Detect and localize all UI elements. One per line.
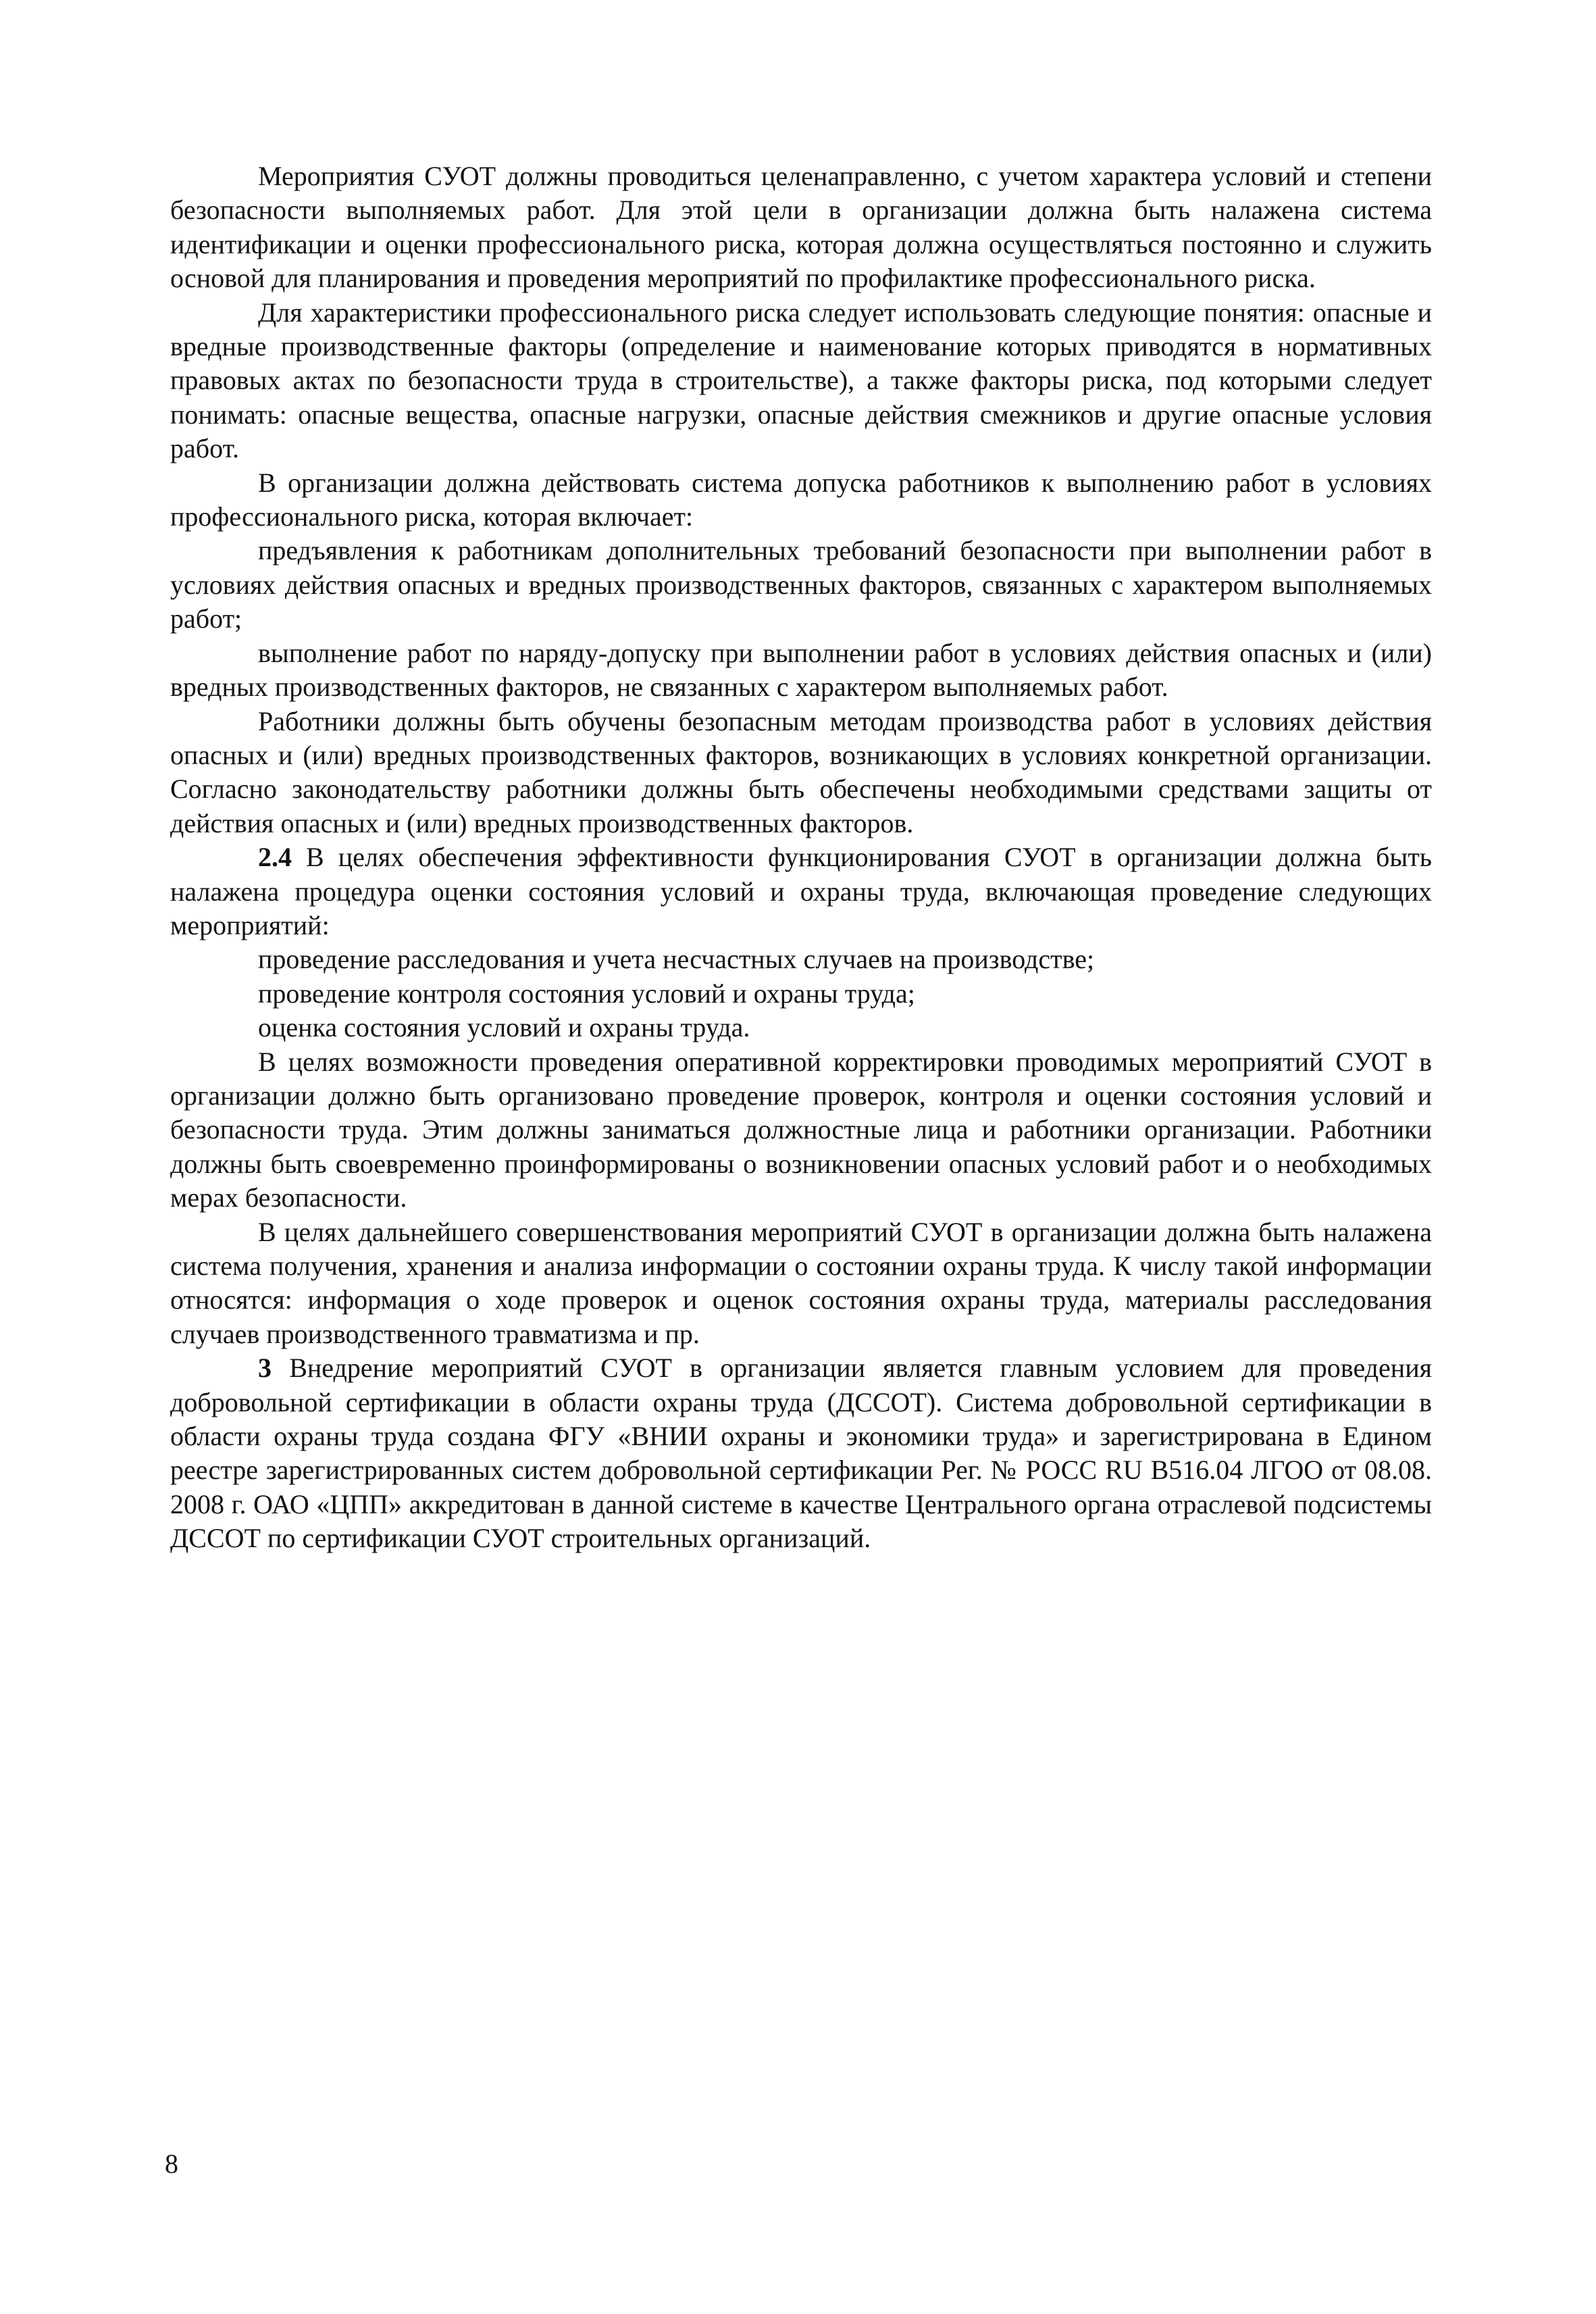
list-item-additional-requirements: предъявления к работникам дополнительных требований безопасности при выполнении работ в условиях действия опасных и вредных производственных факторов, связанных с характером выполняемых работ; bbox=[170, 535, 1432, 634]
section-text: В целях обеспечения эффективности функционирования СУОТ в организации должна быть налажена процедура оценки состояния условий и охраны труда, включающая проведение следующих мероприятий: bbox=[170, 842, 1432, 940]
list-item-condition-control: проведение контроля состояния условий и охраны труда; bbox=[258, 978, 915, 1009]
section-text: Внедрение мероприятий СУОТ в организации является главным условием для проведения добровольной сертификации в области охраны труда (ДССОТ). Система добровольной сертификации в области охраны труда создана ФГУ «ВНИИ охраны и экономики труда» и зарегистрирована в Едином реестре зарегистрированных систем добровольной сертификации Рег. № РОСС RU B516.04 ЛГОО от 08.08. 2008 г. ОАО «ЦПП» аккредитован в данной системе в качестве Центрального органа отраслевой подсистемы ДССОТ по сертификации СУОТ строительных организаций. bbox=[170, 1353, 1432, 1554]
page-number: 8 bbox=[165, 2148, 178, 2179]
list-item-work-permit: выполнение работ по наряду-допуску при выполнении работ в условиях действия опасных и (или) вредных производственных факторов, не связанных с характером выполняемых работ. bbox=[170, 637, 1432, 703]
list-item-accident-investigation: проведение расследования и учета несчастных случаев на производстве; bbox=[258, 944, 1095, 975]
section-number: 3 bbox=[258, 1353, 272, 1384]
paragraph-information-system: В целях дальнейшего совершенствования мероприятий СУОТ в организации должна быть налажена система получения, хранения и анализа информации о состоянии охраны труда. К числу такой информации относятся: информация о ходе проверок и оценок состояния охраны труда, материалы расследования случаев производственного травматизма и пр. bbox=[170, 1216, 1432, 1349]
paragraph-section-3 bbox=[170, 1351, 1432, 1555]
section-number: 2.4 bbox=[258, 842, 292, 873]
paragraph-risk-identification: Мероприятия СУОТ должны проводиться целенаправленно, с учетом характера условий и степени безопасности выполняемых работ. Для этой цели в организации должна быть налажена система идентификации и оценки профессионального риска, которая должна осуществляться постоянно и служить основой для планирования и проведения мероприятий по профилактике профессионального риска. bbox=[170, 161, 1432, 294]
paragraph-risk-concepts: Для характеристики профессионального риска следует использовать следующие понятия: опасные и вредные производственные факторы (определение и наименование которых приводятся в нормативных правовых актах по безопасности труда в строительстве), а также факторы риска, под которыми следует понимать: опасные вещества, опасные нагрузки, опасные действия смежников и другие опасные условия работ. bbox=[170, 297, 1432, 464]
paragraph-worker-training: Работники должны быть обучены безопасным методам производства работ в условиях действия опасных и (или) вредных производственных факторов, возникающих в условиях конкретной организации. Согласно законодательству работники должны быть обеспечены необходимыми средствами защиты от действия опасных и (или) вредных производственных факторов. bbox=[170, 705, 1432, 838]
paragraph-section-2-4 bbox=[170, 840, 1432, 942]
list-item-condition-assessment: оценка состояния условий и охраны труда. bbox=[258, 1012, 750, 1043]
paragraph-operational-correction: В целях возможности проведения оперативной корректировки проводимых мероприятий СУОТ в организации должно быть организовано проведение проверок, контроля и оценки состояния условий и безопасности труда. Этим должны заниматься должностные лица и работники организации. Работники должны быть своевременно проинформированы о возникновении опасных условий работ и о необходимых мерах безопасности. bbox=[170, 1046, 1432, 1213]
paragraph-admission-system: В организации должна действовать система допуска работников к выполнению работ в условиях профессионального риска, которая включает: bbox=[170, 467, 1432, 532]
document-body bbox=[170, 159, 1432, 1556]
